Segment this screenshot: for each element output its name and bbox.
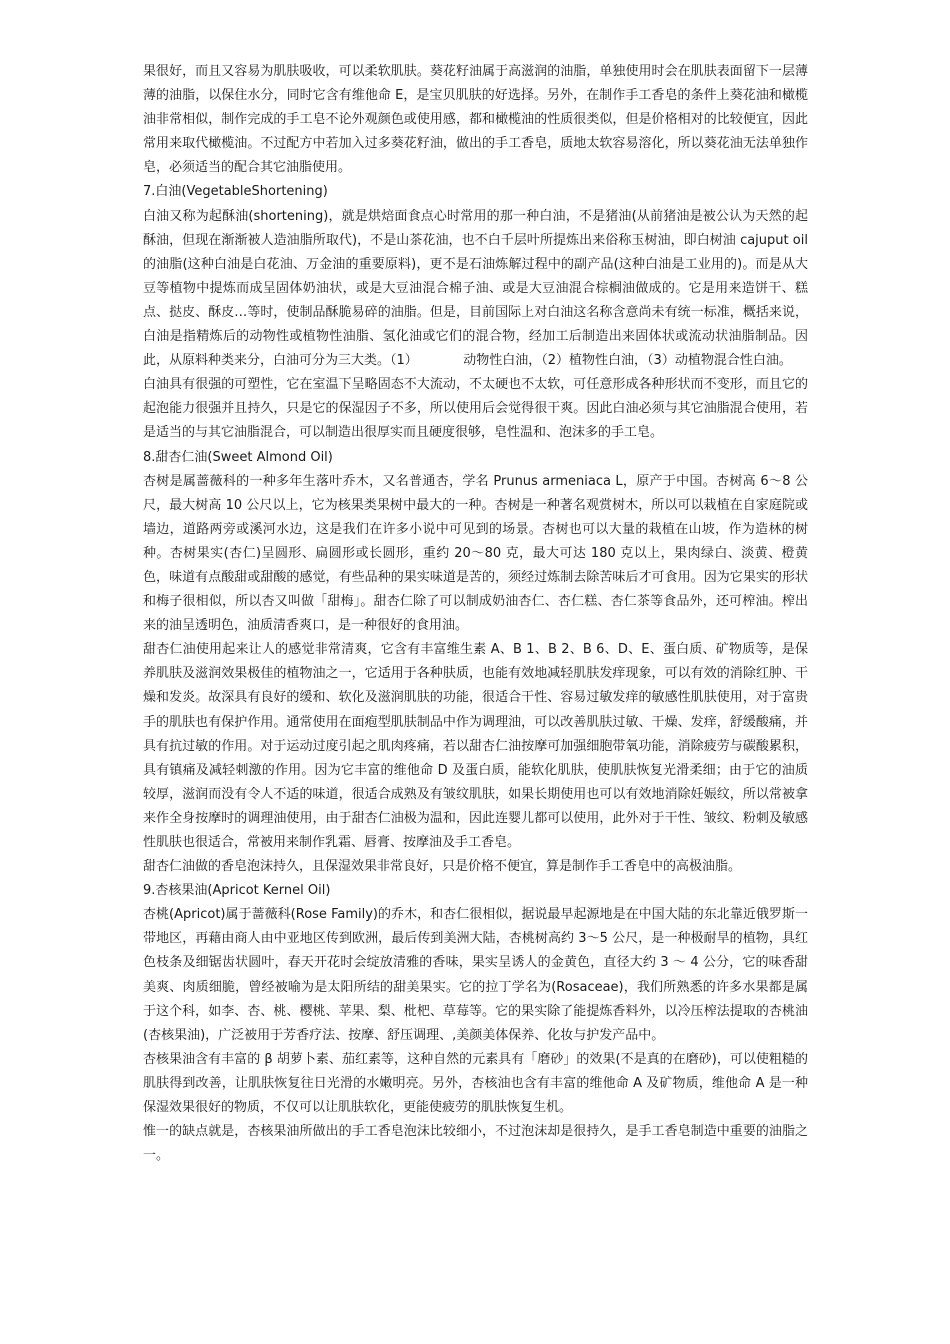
paragraph-apricot-oil-benefits: 杏核果油含有丰富的 β 胡萝卜素、茄红素等，这种自然的元素具有「磨砂」的效果(不是真的在磨砂)，可以使粗糙的肌肤得到改善，让肌肤恢复往日光滑的水嫩明亮。另外，杏核油也含有丰富的维他命 A 及矿物质，维他命 A 是一种保湿效果很好的物质，不仅可以让肌肤软化，更能使疲劳的肌肤恢复生机。 [143,1051,808,1116]
paragraph-apricot-tree: 杏桃(Apricot)属于蔷薇科(Rose Family)的乔木，和杏仁很相似，据说最早起源地是在中国大陆的东北靠近俄罗斯一带地区，再藉由商人由中亚地区传到欧洲，最后传到美洲大陆，杏桃树高约 3～5 公尺，是一种极耐旱的植物，具红色枝条及细锯齿状圆叶，春天开花时会绽放清雅的香味，果实呈诱人的金黄色，直径大约 3 ～ 4 公分，它的味香甜美爽、肉质细脆，曾经被喻为是太阳所结的甜美果实。它的拉丁学名为(Rosaceae)，我们所熟悉的许多水果都是属于这个科，如李、杏、桃、樱桃、苹果、梨、枇杷、草莓等。它的果实除了能提炼香料外，以冷压榨法提取的杏桃油(杏核果油)，广泛被用于芳香疗法、按摩、舒压调理、,美颜美体保养、化妆与护发产品中。 [143,907,808,1043]
paragraph-apricot-oil-drawback: 惟一的缺点就是，杏核果油所做出的手工香皂泡沫比较细小，不过泡沫却是很持久，是手工香皂制造中重要的油脂之一。 [143,1124,808,1164]
heading-apricot-kernel-oil: 9.杏核果油(Apricot Kernel Oil) [143,883,331,899]
paragraph-almond-oil-soap: 甜杏仁油做的香皂泡沫持久，且保湿效果非常良好，只是价格不便宜，算是制作手工香皂中的高极油脂。 [143,859,742,875]
heading-sweet-almond-oil: 8.甜杏仁油(Sweet Almond Oil) [143,449,333,465]
heading-white-oil: 7.白油(VegetableShortening) [143,184,328,200]
paragraph-white-oil-intro: 白油又称为起酥油(shortening)，就是烘焙面食点心时常用的那一种白油，不是猪油(从前猪油是被公认为天然的起酥油，但现在渐渐被人造油脂所取代)，不是山茶花油，也不白千层叶所提炼出来俗称玉树油，即白树油 cajuput oil 的油脂(这种白油是白花油、万金油的重要原料)，更不是石油炼解过程中的副产品(这种白油是工业用的)。而是从大豆等植物中提炼而成呈固体奶油状，或是大豆油混合棉子油、或是大豆油混合棕榈油做成的。它是用来造饼干、糕点、挞皮、酥皮…等时，使制品酥脆易碎的油脂。但是，目前国际上对白油这名称含意尚未有统一标准，概括来说，白油是指精炼后的动物性或植物性油脂、氢化油或它们的混合物，经加工后制造出来固体状或流动状油脂制品。因此，从原料种类来分，白油可分为三大类。（1） 动物性白油，（2）植物性白油，（3）动植物混合性白油。 [143,208,808,369]
paragraph-almond-tree: 杏树是属蔷薇科的一种多年生落叶乔木，又名普通杏，学名 Prunus armeniaca L，原产于中国。杏树高 6～8 公尺，最大树高 10 公尺以上，它为核果类果树中最大的一种。杏树是一种著名观赏树木，所以可以栽植在自家庭院或墙边，道路两旁或溪河水边，这是我们在许多小说中可见到的场景。杏树也可以大量的栽植在山坡，作为造林的树种。杏树果实(杏仁)呈圆形、扁圆形或长圆形，重约 20～80 克，最大可达 180 克以上，果肉绿白、淡黄、橙黄色，味道有点酸甜或甜酸的感觉，有些品种的果实味道是苦的，须经过炼制去除苦味后才可食用。因为它果实的形状和梅子很相似，所以杏又叫做「甜梅」。甜杏仁除了可以制成奶油杏仁、杏仁糕、杏仁茶等食品外，还可榨油。榨出来的油呈透明色，油质清香爽口，是一种很好的食用油。 [143,473,808,634]
paragraph-sunflower-oil-cont: 果很好，而且又容易为肌肤吸收，可以柔软肌肤。葵花籽油属于高滋润的油脂，单独使用时会在肌肤表面留下一层薄薄的油脂，以保住水分，同时它含有维他命 E，是宝贝肌肤的好选择。另外，在制作手工香皂的条件上葵花油和橄榄油非常相似，制作完成的手工皂不论外观颜色或使用感，都和橄榄油的性质很类似，但是价格相对的比较便宜，因此常用来取代橄榄油。不过配方中若加入过多葵花籽油，做出的手工香皂，质地太软容易溶化，所以葵花油无法单独作皂，必须适当的配合其它油脂使用。 [143,64,808,176]
paragraph-almond-oil-benefits: 甜杏仁油使用起来让人的感觉非常清爽，它含有丰富维生素 A、B 1、B 2、B 6、D、E、蛋白质、矿物质等，是保养肌肤及滋润效果极佳的植物油之一，它适用于各种肤质，也能有效地减轻肌肤发痒现象，可以有效的消除红肿、干燥和发炎。故深具有良好的缓和、软化及滋润肌肤的功能，很适合干性、容易过敏发痒的敏感性肌肤使用，对于富贵手的肌肤也有保护作用。通常使用在面疱型肌肤制品中作为调理油，可以改善肌肤过敏、干燥、发痒，舒缓酸痛，并具有抗过敏的作用。对于运动过度引起之肌肉疼痛，若以甜杏仁油按摩可加强细胞带氧功能，消除疲劳与碳酸累积，具有镇痛及减轻刺激的作用。因为它丰富的维他命 D 及蛋白质，能软化肌肤，使肌肤恢复光滑柔细；由于它的油质较厚，滋润而没有令人不适的味道，很适合成熟及有皱纹肌肤，如果长期使用也可以有效地消除妊娠纹，所以常被拿来作全身按摩时的调理油使用，由于甜杏仁油极为温和，因此连婴儿都可以使用，此外对于干性、皱纹、粉刺及敏感性肌肤也很适合，常被用来制作乳霜、唇膏、按摩油及手工香皂。 [143,642,808,850]
document-page [143,60,808,1168]
paragraph-white-oil-properties: 白油具有很强的可塑性，它在室温下呈略固态不大流动，不太硬也不太软，可任意形成各种形状而不变形，而且它的起泡能力很强并且持久，只是它的保湿因子不多，所以使用后会觉得很干爽。因此白油必须与其它油脂混合使用，若是适当的与其它油脂混合，可以制造出很厚实而且硬度很够，皂性温和、泡沫多的手工皂。 [143,377,808,441]
